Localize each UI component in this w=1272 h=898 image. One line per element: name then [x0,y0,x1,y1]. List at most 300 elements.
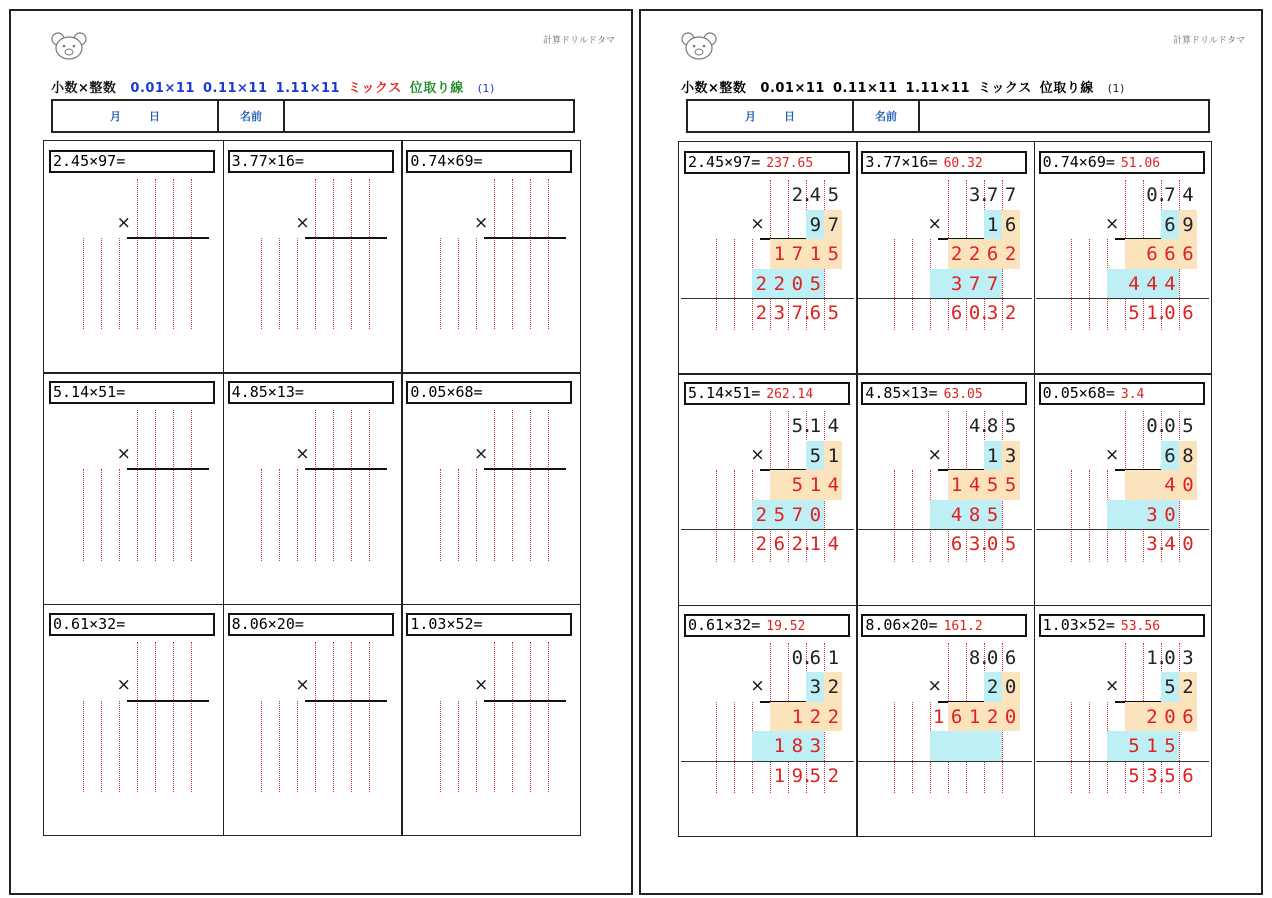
partial-product-digit: 2 [950,243,963,265]
problem-expression [406,381,572,404]
multiplicand-digit: 4 [1182,184,1194,206]
problem-question: 1.03×52= [410,614,483,633]
problem-cell [856,605,1033,836]
multiplicand-digit: 3 [968,184,981,206]
place-value-line [191,179,192,329]
multiplicand-digit: 2 [791,184,804,206]
place-value-line [476,469,477,560]
partial-product-digit: 8 [791,735,804,758]
place-value-line [894,470,895,561]
problem-cell [1034,142,1211,373]
place-value-line [333,642,334,792]
multiply-sign: × [116,675,131,696]
problem-cell [223,141,402,372]
title-part-3: 0.11×11 [832,81,898,96]
result-digit: 2 [1004,302,1017,324]
sum-rule [681,298,854,299]
problem-expression [406,613,572,636]
problem-expression [228,613,394,636]
multiplier-digit: 8 [1182,444,1194,467]
place-value-line [1071,470,1072,561]
problem-answer: 53.56 [1120,618,1161,634]
name-date-bar [51,99,575,133]
place-value-line [83,469,84,560]
place-value-line [458,469,459,560]
place-value-line [155,410,156,560]
date-field[interactable] [53,101,219,131]
month-label: 月 [745,110,756,123]
place-value-line [1089,702,1090,793]
title-part-1: 小数×整数 [51,81,117,96]
place-value-line [369,179,370,329]
worksheet-title [51,77,509,96]
title-part-4: 1.11×11 [905,81,971,96]
answer-rule [127,700,209,702]
result-digit: 2 [755,302,768,324]
place-value-line [494,179,495,329]
problem-expression [49,381,215,404]
date-field[interactable] [688,101,854,131]
multiplier-digit: 9 [809,213,822,236]
sum-rule [1036,298,1209,299]
problem-expression [861,382,1027,405]
problem-question: 0.74×69= [410,152,483,170]
answer-rule [484,468,566,470]
partial-product-digit: 3 [950,272,963,295]
problem-question: 0.61×32= [688,615,761,634]
multiplier-digit: 3 [1004,444,1017,467]
result-digit: 0 [986,533,999,556]
decimal-point: . [978,415,991,438]
result-digit: 6 [1182,302,1194,324]
decimal-point: . [801,184,813,206]
partial-product-digit: 4 [968,474,981,497]
decimal-point: . [1155,764,1168,787]
partial-product-digit: 7 [986,272,999,295]
multiplicand-digit: 1 [1146,646,1158,669]
result-digit: 4 [1164,533,1176,556]
title-part-3: 0.11×11 [202,81,268,96]
place-value-line [530,410,531,560]
place-value-line [333,179,334,329]
problem-question: 0.05×68= [1042,384,1115,403]
multiply-sign: × [116,212,131,233]
partial-product-digit: 1 [809,243,822,265]
brand-label: 計算ドリルドタマ [542,36,615,46]
name-label: 名前 [219,101,285,131]
partial-product-digit: 4 [950,503,963,526]
result-digit: 1 [809,533,822,556]
place-value-line [716,239,717,330]
multiply-sign: × [295,443,310,464]
result-digit: 1 [1146,302,1158,324]
result-digit: 6 [773,533,786,556]
partial-product-digit: 1 [968,705,981,728]
decimal-point: . [978,302,991,324]
place-value-line [440,701,441,792]
multiplicand-digit: 5 [1004,415,1017,438]
problem-question: 0.05×68= [410,383,483,402]
partial-product-digit: 7 [791,243,804,265]
problem-question: 2.45×97= [688,153,761,171]
brand-label: 計算ドリルドタマ [1172,36,1245,46]
multiplier-digit: 3 [809,676,822,699]
partial-product-digit: 1 [773,735,786,758]
multiply-sign: × [1104,444,1120,465]
partial-product-digit: 4 [1128,272,1140,295]
result-digit: 9 [791,764,804,787]
problem-cell [44,372,223,603]
place-value-line [83,701,84,792]
answer-grid [678,141,1212,837]
place-value-line [1071,702,1072,793]
place-value-line [548,179,549,329]
decimal-point: . [801,533,813,556]
place-value-line [476,238,477,329]
place-value-line [315,410,316,560]
result-digit: 5 [809,764,822,787]
multiplicand-digit: 7 [986,184,999,206]
partial-product-digit: 1 [773,243,786,265]
worksheet-answer-page [639,9,1263,895]
title-part-2: 0.01×11 [130,81,195,96]
multiplier-digit: 5 [809,444,822,467]
problem-question: 4.85×13= [865,384,938,403]
multiplicand-digit: 4 [827,415,840,438]
result-digit: 6 [1182,764,1194,787]
day-label: 日 [149,110,160,123]
partial-product-digit: 0 [1164,503,1176,526]
partial-product-digit: 2 [827,705,840,728]
problem-answer: 161.2 [943,618,983,634]
result-digit: 3 [968,533,981,556]
multiplier-digit: 5 [1164,676,1176,699]
place-value-line [137,410,138,560]
partial-product-digit: 7 [968,272,981,295]
place-value-line [1071,239,1072,330]
place-value-line [548,642,549,792]
problem-expression [49,613,215,636]
multiplier-digit: 1 [986,213,999,236]
problem-question: 1.03×52= [1042,615,1115,634]
place-value-line [173,410,174,560]
multiplicand-digit: 6 [809,646,822,669]
partial-product-digit: 1 [791,705,804,728]
partial-product-digit: 2 [809,705,822,728]
problem-expression [228,381,394,404]
partial-product-digit: 2 [968,243,981,265]
title-part-1: 小数×整数 [681,81,747,96]
partial-product-digit: 2 [986,705,999,728]
answer-rule [305,468,387,470]
partial-product-digit: 7 [791,503,804,526]
problem-expression [684,151,850,174]
multiplicand-digit: 5 [791,415,804,438]
partial-product-digit: 0 [1164,705,1176,728]
title-part-6: 位取り線 [409,81,464,96]
title-part-2: 0.01×11 [760,81,825,96]
sum-rule [858,298,1031,299]
sum-rule [1036,529,1209,530]
place-value-line [912,239,913,330]
name-field[interactable] [285,101,573,131]
decimal-point: . [1155,646,1168,669]
result-digit: 0 [1182,533,1194,556]
partial-product-digit: 2 [1004,243,1017,265]
day-label: 日 [784,110,795,123]
title-part-5: ミックス [348,81,402,96]
multiplicand-digit: 0 [1146,415,1158,438]
partial-product-digit: 8 [968,503,981,526]
problem-question: 5.14×51= [53,383,126,402]
place-value-line [894,239,895,330]
multiply-sign: × [295,675,310,696]
result-digit: 5 [1128,302,1140,324]
problem-cell [679,142,856,373]
name-field[interactable] [920,101,1208,131]
multiplicand-digit: 1 [809,415,822,438]
multiplier-digit: 2 [1182,676,1194,699]
result-digit: 4 [827,533,840,556]
place-value-line [1089,239,1090,330]
partial-product-digit: 6 [986,243,999,265]
multiplier-digit: 2 [827,676,840,699]
result-digit: 1 [773,764,786,787]
result-digit: 0 [968,302,981,324]
partial-product-digit: 5 [1164,735,1176,758]
partial-product-digit: 6 [1182,705,1194,728]
multiplicand-digit: 3 [1182,646,1194,669]
sum-rule [1036,761,1209,762]
multiply-sign: × [927,676,942,697]
result-digit: 2 [755,533,768,556]
result-digit: 7 [791,302,804,324]
multiplicand-digit: 8 [968,646,981,669]
place-value-line [119,701,120,792]
place-value-line [101,238,102,329]
partial-product-digit: 5 [986,474,999,497]
partial-product-digit: 4 [1164,272,1176,295]
problem-expression [1039,382,1205,405]
problem-cell [856,142,1033,373]
partial-product-digit: 6 [1146,243,1158,265]
multiply-sign: × [750,213,765,234]
answer-rule [305,237,387,239]
problem-cell [401,604,580,835]
answer-rule [484,700,566,702]
place-value-line [101,701,102,792]
place-value-line [351,179,352,329]
worksheet-question-page [9,9,633,895]
place-value-line [297,238,298,329]
partial-product-digit: 6 [950,705,963,728]
place-value-line [173,179,174,329]
place-value-line [351,642,352,792]
place-value-line [137,642,138,792]
problem-expression [49,150,215,173]
problem-question: 0.61×32= [53,614,126,633]
multiplicand-digit: 6 [1004,646,1017,669]
problem-question: 4.85×13= [231,383,304,402]
problem-question: 0.74×69= [1042,153,1115,171]
multiplier-digit: 2 [986,676,999,699]
partial-product-digit: 5 [986,503,999,526]
bear-face-icon [681,31,717,61]
name-date-bar [686,99,1210,133]
multiply-sign: × [750,444,765,465]
place-value-line [894,702,895,793]
partial-product-digit: 6 [1182,243,1194,265]
place-value-line [512,410,513,560]
decimal-point: . [1155,302,1168,324]
problem-cell [401,372,580,603]
problem-expression [861,151,1027,174]
title-number: (1) [477,82,495,95]
problem-expression [684,382,850,405]
multiplicand-digit: 4 [809,184,822,206]
partial-product-digit: 2 [755,272,768,295]
problem-grid [43,140,581,836]
place-value-line [297,469,298,560]
place-value-line [191,642,192,792]
result-digit: 3 [986,302,999,324]
partial-product-digit: 6 [1164,243,1176,265]
result-digit: 6 [950,533,963,556]
decimal-point: . [1155,415,1168,438]
problem-expression [1039,151,1205,174]
decimal-point: . [801,764,813,787]
problem-answer: 3.4 [1120,387,1145,403]
result-digit: 5 [1128,764,1140,787]
place-value-line [369,642,370,792]
multiplicand-digit: 0 [791,646,804,669]
problem-expression [1039,614,1205,637]
multiplicand-digit: 0 [1164,415,1176,438]
result-digit: 5 [1164,764,1176,787]
place-value-line [912,470,913,561]
place-value-line [494,410,495,560]
problem-question: 8.06×20= [231,614,304,633]
partial-product-digit: 1 [950,474,963,497]
bear-face-icon [51,31,87,61]
multiply-sign: × [473,675,489,696]
worksheet-title [681,77,1139,96]
problem-question: 8.06×20= [865,615,938,634]
place-value-line [530,179,531,329]
multiplier-digit: 1 [827,444,840,467]
title-part-5: ミックス [978,81,1032,96]
problem-expression [861,614,1027,637]
problem-cell [1034,605,1211,836]
result-digit: 5 [827,302,840,324]
problem-cell [223,604,402,835]
place-value-line [440,469,441,560]
place-value-line [512,642,513,792]
name-label: 名前 [854,101,920,131]
title-number: (1) [1107,82,1125,95]
multiplier-digit: 6 [1164,444,1176,467]
problem-question: 3.77×16= [865,153,938,171]
problem-expression [406,150,572,173]
place-value-line [261,238,262,329]
result-digit: 6 [809,302,822,324]
place-value-line [351,410,352,560]
place-value-line [155,179,156,329]
problem-cell [856,373,1033,604]
partial-product-digit: 3 [809,735,822,758]
partial-product-digit: 5 [791,474,804,497]
multiplicand-digit: 0 [1146,184,1158,206]
title-part-4: 1.11×11 [275,81,341,96]
multiplicand-digit: 7 [1164,184,1176,206]
title-part-6: 位取り線 [1039,81,1094,96]
answer-rule [127,237,209,239]
partial-product-digit: 1 [932,705,945,728]
place-value-line [315,642,316,792]
place-value-line [119,238,120,329]
decimal-point: . [978,184,991,206]
partial-product-digit: 5 [827,243,840,265]
answer-rule [305,700,387,702]
place-value-line [137,179,138,329]
result-digit: 6 [950,302,963,324]
result-digit: 2 [827,764,840,787]
month-label: 月 [110,110,121,123]
result-digit: 5 [1004,533,1017,556]
multiply-sign: × [1104,676,1120,697]
sum-rule [681,529,854,530]
place-value-line [279,701,280,792]
problem-answer: 19.52 [766,618,806,634]
result-digit: 3 [1146,533,1158,556]
decimal-point: . [1155,533,1168,556]
place-value-line [716,702,717,793]
partial-product-digit: 5 [1004,474,1017,497]
decimal-point: . [978,533,991,556]
partial-product-digit: 0 [1004,705,1017,728]
multiply-sign: × [927,213,942,234]
place-value-line [476,701,477,792]
problem-question: 3.77×16= [231,152,304,170]
problem-expression [684,614,850,637]
multiply-sign: × [927,444,942,465]
place-value-line [1089,470,1090,561]
highlight-partial-2 [930,731,1002,761]
multiplier-digit: 0 [1004,676,1017,699]
problem-expression [228,150,394,173]
multiplier-digit: 6 [1004,213,1017,236]
problem-answer: 63.05 [943,387,983,403]
multiplier-digit: 7 [827,213,840,236]
decimal-point: . [801,646,813,669]
place-value-line [912,702,913,793]
place-value-line [261,469,262,560]
problem-answer: 237.65 [766,156,814,171]
place-value-line [716,470,717,561]
sum-rule [858,529,1031,530]
place-value-line [734,470,735,561]
problem-cell [44,141,223,372]
multiplier-digit: 6 [1164,213,1176,236]
place-value-line [440,238,441,329]
partial-product-digit: 5 [1128,735,1140,758]
multiply-sign: × [1104,213,1120,234]
partial-product-digit: 5 [809,272,822,295]
multiplicand-digit: 5 [1182,415,1194,438]
problem-cell [223,372,402,603]
multiply-sign: × [116,443,131,464]
partial-product-digit: 2 [755,503,768,526]
